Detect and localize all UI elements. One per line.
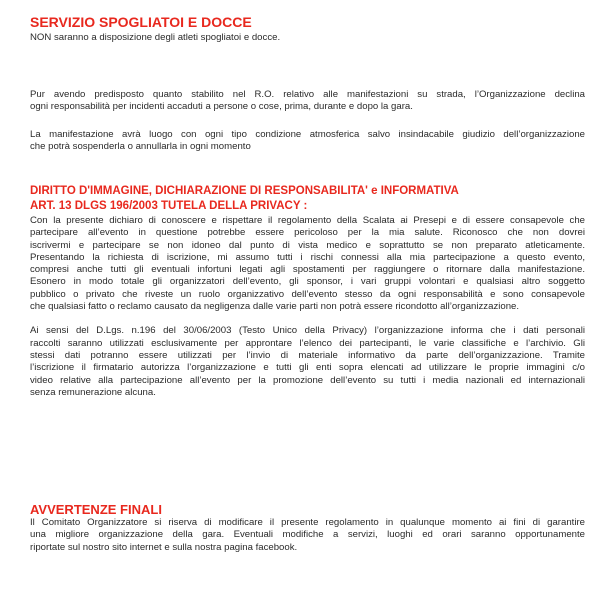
text-line: riportate sul nostro sito internet e sulla nostra pagina facebook. bbox=[30, 541, 298, 553]
text-line: ogni responsabilità per incidenti accaduti a persone o cose, prima, durante e dopo la gara. bbox=[30, 101, 413, 113]
privacy-paragraph-2 bbox=[30, 325, 585, 399]
text-line: Presentando la richiesta di iscrizione, mi assumo tutti i rischi connessi alla mia partecipazione a questo evento, bbox=[30, 251, 585, 263]
heading-privacy-line2: ART. 13 DLGS 196/2003 TUTELA DELLA PRIVACY : bbox=[30, 200, 308, 212]
text-line: raccolti saranno utilizzati esclusivamente per approntare l’elenco dei partecipanti, le varie classifiche e l’archivio. Gli bbox=[30, 337, 585, 349]
section-meteo bbox=[30, 129, 585, 154]
section-spogliatoi bbox=[30, 14, 590, 44]
text-line: che potrà sospenderla o annullarla in ogni momento bbox=[30, 141, 251, 153]
text-line: stessi dati potranno essere utilizzati per l’invio di materiale informativo da parte dell’organizzazione. Tramite bbox=[30, 349, 585, 361]
heading-avvertenze: AVVERTENZE FINALI bbox=[30, 502, 162, 517]
text-line: Pur avendo predisposto quanto stabilito nel R.O. relativo alle manifestazioni su strada, l’Organizzazione declina bbox=[30, 89, 585, 100]
text-spogliatoi: NON saranno a disposizione degli atleti spogliatoi e docce. bbox=[30, 32, 281, 43]
heading-spogliatoi: SERVIZIO SPOGLIATOI E DOCCE bbox=[30, 14, 252, 30]
privacy-paragraph-1 bbox=[30, 215, 585, 313]
section-responsabilita bbox=[30, 89, 585, 114]
text-line: video relative alla partecipazione all’evento per la promozione dell’evento su tutti i media nazionali ed internazionali bbox=[30, 374, 585, 386]
text-line: Esonero in modo totale gli organizzatori dell’evento, gli sponsor, i vari gruppi volontari e qualsiasi altro soggetto bbox=[30, 276, 585, 288]
section-avvertenze bbox=[30, 502, 585, 554]
section-privacy bbox=[30, 184, 585, 399]
text-line: senza remunerazione alcuna. bbox=[30, 386, 156, 398]
text-line: Ai sensi del D.Lgs. n.196 del 30/06/2003 (Testo Unico della Privacy) l’organizzazione informa che i dati personali bbox=[30, 325, 585, 337]
text-line: l’iscrizione il firmatario autorizza l’organizzazione e tutti gli enti sopra elencati ad utilizzare le proprie immagini c/o bbox=[30, 362, 585, 374]
text-line: iscrivermi e partecipare se non idoneo dal punto di vista medico e soprattutto se non preparato atleticamente. bbox=[30, 239, 585, 251]
text-line: partecipare all’evento in questione potrebbe essere pericoloso per la mia salute. Riconosco che non dovrei bbox=[30, 227, 585, 239]
text-line: che qualsiasi fatto o reclamo causato da negligenza dalle varie parti non potrà essere ricondotto all’organizzazione. bbox=[30, 301, 520, 313]
text-line: La manifestazione avrà luogo con ogni tipo condizione atmosferica salvo insindacabile giudizio dell’organizzazione bbox=[30, 129, 585, 140]
text-line: Con la presente dichiaro di conoscere e rispettare il regolamento della Scalata ai Presepi e di essere consapevole che bbox=[30, 215, 585, 226]
text-line: una migliore organizzazione della gara. Eventuali modifiche a servizi, luoghi ed orari saranno opportunamente bbox=[30, 529, 585, 541]
text-line: Il Comitato Organizzatore si riserva di modificare il presente regolamento in qualunque momento ai fini di garantire bbox=[30, 517, 585, 528]
text-line: pubblico o privato che riveste un ruolo organizzativo dell’evento stesso da ogni responsabilità e sono consapevole bbox=[30, 288, 585, 300]
text-line: compresi anche tutti gli eventuali infortuni legati agli spostamenti per raggiungere o ritornare dalla manifestazione. bbox=[30, 264, 585, 276]
heading-privacy-line1: DIRITTO D'IMMAGINE, DICHIARAZIONE DI RESPONSABILITA' e INFORMATIVA bbox=[30, 185, 459, 197]
